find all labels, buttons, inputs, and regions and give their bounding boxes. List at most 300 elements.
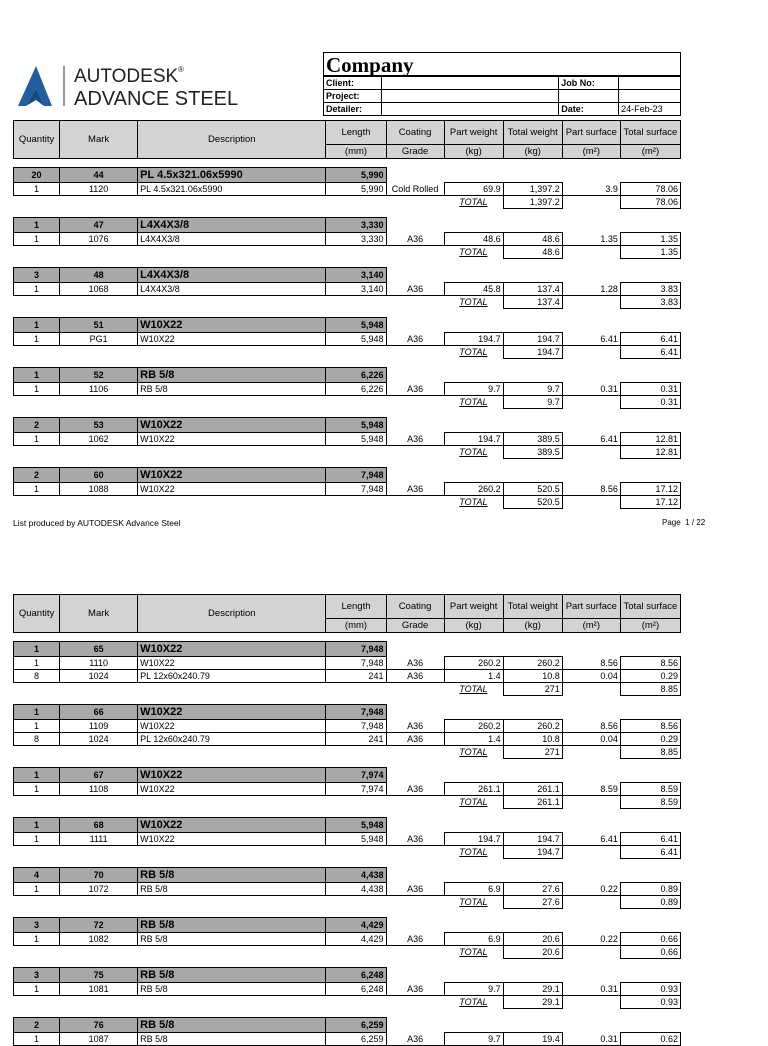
group-length: 7,948 bbox=[326, 468, 386, 483]
group-spacer bbox=[14, 959, 681, 968]
part-mark: 1072 bbox=[60, 883, 138, 896]
part-length: 5,948 bbox=[326, 433, 386, 446]
part-quantity: 1 bbox=[14, 933, 60, 946]
col-part-weight: Part weight bbox=[444, 121, 503, 145]
group-mark: 47 bbox=[60, 218, 138, 233]
col-description: Description bbox=[138, 595, 326, 633]
empty-cell bbox=[138, 196, 326, 209]
empty-cell bbox=[138, 246, 326, 259]
group-quantity: 3 bbox=[14, 968, 60, 983]
empty-cell bbox=[138, 446, 326, 459]
detailer-label: Detailer: bbox=[324, 103, 382, 116]
part-total-surface: 3.83 bbox=[620, 283, 680, 296]
unit-part-weight: (kg) bbox=[444, 145, 503, 159]
part-total-surface: 8.59 bbox=[620, 783, 680, 796]
group-length: 4,429 bbox=[326, 918, 386, 933]
group-spacer bbox=[14, 859, 681, 868]
group-spacer bbox=[14, 209, 681, 218]
autodesk-logo-icon bbox=[12, 52, 252, 116]
part-row bbox=[14, 883, 681, 896]
part-length: 241 bbox=[326, 670, 386, 683]
part-surface: 6.41 bbox=[562, 833, 620, 846]
group-description: L4X4X3/8 bbox=[138, 218, 326, 233]
client-value bbox=[381, 77, 558, 90]
part-row bbox=[14, 333, 681, 346]
part-total-weight: 261.1 bbox=[503, 783, 562, 796]
part-coating: A36 bbox=[386, 833, 444, 846]
total-row bbox=[14, 996, 681, 1009]
part-surface: 8.56 bbox=[562, 657, 620, 670]
group-length: 6,226 bbox=[326, 368, 386, 383]
part-surface: 0.22 bbox=[562, 933, 620, 946]
part-total-weight: 137.4 bbox=[503, 283, 562, 296]
part-quantity: 1 bbox=[14, 333, 60, 346]
total-surface-value: 3.83 bbox=[620, 296, 680, 309]
total-label: TOTAL bbox=[459, 297, 488, 308]
col-part-weight: Part weight bbox=[444, 595, 503, 619]
empty-cell bbox=[60, 246, 138, 259]
spacer-cell bbox=[14, 759, 681, 768]
part-quantity: 1 bbox=[14, 1033, 60, 1046]
empty-cell bbox=[386, 346, 444, 359]
group-quantity: 2 bbox=[14, 1018, 60, 1033]
total-weight-value: 194.7 bbox=[503, 846, 562, 859]
total-row bbox=[14, 296, 681, 309]
spacer-cell bbox=[14, 909, 681, 918]
part-row bbox=[14, 670, 681, 683]
empty-cell bbox=[14, 746, 60, 759]
part-total-weight: 10.8 bbox=[503, 733, 562, 746]
empty-cell bbox=[14, 996, 60, 1009]
part-total-weight: 48.6 bbox=[503, 233, 562, 246]
part-quantity: 8 bbox=[14, 733, 60, 746]
part-description: RB 5/8 bbox=[138, 383, 326, 396]
part-surface: 3.9 bbox=[562, 183, 620, 196]
total-weight-value: 9.7 bbox=[503, 396, 562, 409]
column-header-row bbox=[14, 121, 681, 145]
group-quantity: 1 bbox=[14, 642, 60, 657]
part-weight: 260.2 bbox=[444, 483, 503, 496]
group-description: RB 5/8 bbox=[138, 868, 326, 883]
part-length: 7,948 bbox=[326, 657, 386, 670]
assembly-group-row bbox=[14, 318, 681, 333]
part-row bbox=[14, 283, 681, 296]
unit-coating: Grade bbox=[386, 619, 444, 633]
total-weight-value: 271 bbox=[503, 683, 562, 696]
part-row bbox=[14, 483, 681, 496]
part-total-surface: 0.29 bbox=[620, 670, 680, 683]
part-weight: 9.7 bbox=[444, 983, 503, 996]
part-row bbox=[14, 433, 681, 446]
group-length: 7,974 bbox=[326, 768, 386, 783]
group-spacer bbox=[14, 409, 681, 418]
part-row bbox=[14, 733, 681, 746]
total-row bbox=[14, 196, 681, 209]
total-label: TOTAL bbox=[459, 897, 488, 908]
empty-cell bbox=[562, 196, 620, 209]
total-surface-value: 6.41 bbox=[620, 346, 680, 359]
part-description: W10X22 bbox=[138, 833, 326, 846]
project-value bbox=[381, 90, 558, 103]
total-row bbox=[14, 346, 681, 359]
part-row bbox=[14, 233, 681, 246]
part-mark: 1024 bbox=[60, 733, 138, 746]
empty-cell bbox=[386, 396, 444, 409]
total-surface-value: 8.85 bbox=[620, 746, 680, 759]
assembly-group-row bbox=[14, 868, 681, 883]
part-surface: 6.41 bbox=[562, 333, 620, 346]
assembly-group-row bbox=[14, 268, 681, 283]
part-surface: 0.31 bbox=[562, 1033, 620, 1046]
part-description: L4X4X3/8 bbox=[138, 283, 326, 296]
group-spacer bbox=[14, 459, 681, 468]
assembly-group-row bbox=[14, 768, 681, 783]
empty-cell bbox=[386, 996, 444, 1009]
empty-cell bbox=[60, 346, 138, 359]
part-row bbox=[14, 983, 681, 996]
empty-cell bbox=[562, 683, 620, 696]
group-mark: 65 bbox=[60, 642, 138, 657]
part-total-surface: 0.93 bbox=[620, 983, 680, 996]
empty-cell bbox=[386, 846, 444, 859]
part-quantity: 1 bbox=[14, 383, 60, 396]
empty-cell bbox=[562, 896, 620, 909]
empty-cell bbox=[326, 496, 386, 509]
part-row bbox=[14, 720, 681, 733]
group-mark: 70 bbox=[60, 868, 138, 883]
empty-cell bbox=[562, 946, 620, 959]
part-description: PL 12x60x240.79 bbox=[138, 670, 326, 683]
assembly-group-row bbox=[14, 468, 681, 483]
part-total-surface: 17.12 bbox=[620, 483, 680, 496]
part-description: PL 4.5x321.06x5990 bbox=[138, 183, 326, 196]
group-mark: 67 bbox=[60, 768, 138, 783]
empty-cell bbox=[386, 496, 444, 509]
job-value bbox=[619, 77, 681, 90]
empty-cell bbox=[326, 796, 386, 809]
part-mark: 1082 bbox=[60, 933, 138, 946]
part-weight: 9.7 bbox=[444, 383, 503, 396]
empty-cell bbox=[60, 396, 138, 409]
total-label: TOTAL bbox=[459, 997, 488, 1008]
part-description: L4X4X3/8 bbox=[138, 233, 326, 246]
total-row bbox=[14, 446, 681, 459]
footer-page-number bbox=[662, 518, 705, 527]
empty-cell bbox=[14, 346, 60, 359]
part-total-surface: 0.89 bbox=[620, 883, 680, 896]
part-coating: A36 bbox=[386, 720, 444, 733]
part-coating: A36 bbox=[386, 733, 444, 746]
group-spacer bbox=[14, 1009, 681, 1018]
total-row bbox=[14, 796, 681, 809]
group-length: 7,948 bbox=[326, 705, 386, 720]
part-weight: 261.1 bbox=[444, 783, 503, 796]
spacer-cell bbox=[14, 633, 681, 642]
empty-cell bbox=[326, 996, 386, 1009]
job-label: Job No: bbox=[559, 77, 619, 90]
empty-cell bbox=[14, 896, 60, 909]
group-quantity: 2 bbox=[14, 468, 60, 483]
group-length: 3,330 bbox=[326, 218, 386, 233]
empty-cell bbox=[138, 996, 326, 1009]
group-mark: 76 bbox=[60, 1018, 138, 1033]
part-weight: 6.9 bbox=[444, 933, 503, 946]
col-coating: Coating bbox=[386, 595, 444, 619]
column-header-row bbox=[14, 595, 681, 619]
group-description: W10X22 bbox=[138, 642, 326, 657]
part-total-surface: 8.56 bbox=[620, 720, 680, 733]
logo-reg: ® bbox=[178, 65, 184, 74]
part-weight: 194.7 bbox=[444, 333, 503, 346]
part-weight: 1.4 bbox=[444, 733, 503, 746]
empty-cell bbox=[138, 846, 326, 859]
part-total-surface: 0.29 bbox=[620, 733, 680, 746]
part-surface: 1.35 bbox=[562, 233, 620, 246]
part-coating: A36 bbox=[386, 383, 444, 396]
part-description: W10X22 bbox=[138, 720, 326, 733]
part-total-weight: 389.5 bbox=[503, 433, 562, 446]
part-total-surface: 0.62 bbox=[620, 1033, 680, 1046]
assembly-group-row bbox=[14, 368, 681, 383]
unit-coating: Grade bbox=[386, 145, 444, 159]
spacer-cell bbox=[14, 809, 681, 818]
col-total-weight: Total weight bbox=[503, 121, 562, 145]
empty-cell bbox=[138, 396, 326, 409]
spacer-cell bbox=[14, 159, 681, 168]
part-quantity: 1 bbox=[14, 657, 60, 670]
empty-cell bbox=[14, 683, 60, 696]
empty-cell bbox=[386, 946, 444, 959]
group-quantity: 2 bbox=[14, 418, 60, 433]
part-quantity: 1 bbox=[14, 883, 60, 896]
header-info-grid bbox=[323, 76, 681, 116]
footer-producer-text: List produced by AUTODESK Advance Steel bbox=[13, 518, 181, 528]
part-row bbox=[14, 933, 681, 946]
part-coating: A36 bbox=[386, 657, 444, 670]
part-description: W10X22 bbox=[138, 783, 326, 796]
group-length: 6,259 bbox=[326, 1018, 386, 1033]
part-weight: 6.9 bbox=[444, 883, 503, 896]
group-description: W10X22 bbox=[138, 768, 326, 783]
empty-cell bbox=[14, 196, 60, 209]
empty-cell bbox=[138, 496, 326, 509]
total-weight-value: 261.1 bbox=[503, 796, 562, 809]
empty-cell bbox=[138, 746, 326, 759]
group-spacer bbox=[14, 759, 681, 768]
part-weight: 69.9 bbox=[444, 183, 503, 196]
empty-cell bbox=[326, 196, 386, 209]
empty-cell bbox=[14, 796, 60, 809]
part-length: 3,330 bbox=[326, 233, 386, 246]
part-description: W10X22 bbox=[138, 333, 326, 346]
empty-cell bbox=[386, 896, 444, 909]
empty-cell bbox=[138, 896, 326, 909]
total-label: TOTAL bbox=[459, 247, 488, 258]
spacer-cell bbox=[14, 859, 681, 868]
part-total-surface: 1.35 bbox=[620, 233, 680, 246]
part-length: 6,259 bbox=[326, 1033, 386, 1046]
empty-cell bbox=[386, 796, 444, 809]
group-description: PL 4.5x321.06x5990 bbox=[138, 168, 326, 183]
part-coating: A36 bbox=[386, 1033, 444, 1046]
part-length: 5,990 bbox=[326, 183, 386, 196]
spacer-cell bbox=[14, 696, 681, 705]
unit-length: (mm) bbox=[326, 619, 386, 633]
empty-cell bbox=[60, 446, 138, 459]
empty-cell bbox=[14, 946, 60, 959]
total-label: TOTAL bbox=[459, 447, 488, 458]
logo-line2: ADVANCE STEEL bbox=[74, 88, 239, 110]
group-spacer bbox=[14, 809, 681, 818]
total-label: TOTAL bbox=[459, 797, 488, 808]
total-surface-value: 17.12 bbox=[620, 496, 680, 509]
part-coating: Cold Rolled bbox=[386, 183, 444, 196]
part-total-weight: 520.5 bbox=[503, 483, 562, 496]
part-mark: 1076 bbox=[60, 233, 138, 246]
part-quantity: 1 bbox=[14, 483, 60, 496]
part-mark: 1111 bbox=[60, 833, 138, 846]
total-surface-value: 8.85 bbox=[620, 683, 680, 696]
group-mark: 72 bbox=[60, 918, 138, 933]
part-total-weight: 194.7 bbox=[503, 833, 562, 846]
part-length: 5,948 bbox=[326, 333, 386, 346]
spacer-cell bbox=[14, 409, 681, 418]
part-quantity: 1 bbox=[14, 283, 60, 296]
part-surface: 8.56 bbox=[562, 483, 620, 496]
spacer-cell bbox=[14, 959, 681, 968]
empty-cell bbox=[562, 246, 620, 259]
empty-cell bbox=[14, 496, 60, 509]
part-description: RB 5/8 bbox=[138, 883, 326, 896]
part-description: PL 12x60x240.79 bbox=[138, 733, 326, 746]
part-mark: 1024 bbox=[60, 670, 138, 683]
unit-total-weight: (kg) bbox=[503, 619, 562, 633]
group-quantity: 1 bbox=[14, 368, 60, 383]
part-length: 241 bbox=[326, 733, 386, 746]
group-spacer bbox=[14, 696, 681, 705]
total-surface-value: 12.81 bbox=[620, 446, 680, 459]
part-row bbox=[14, 783, 681, 796]
total-label: TOTAL bbox=[459, 397, 488, 408]
total-row bbox=[14, 746, 681, 759]
spacer-cell bbox=[14, 1009, 681, 1018]
part-mark: 1120 bbox=[60, 183, 138, 196]
part-quantity: 1 bbox=[14, 983, 60, 996]
assembly-group-row bbox=[14, 818, 681, 833]
group-quantity: 4 bbox=[14, 868, 60, 883]
group-length: 6,248 bbox=[326, 968, 386, 983]
part-weight: 9.7 bbox=[444, 1033, 503, 1046]
part-surface: 0.31 bbox=[562, 983, 620, 996]
part-length: 4,429 bbox=[326, 933, 386, 946]
col-quantity: Quantity bbox=[14, 595, 60, 633]
empty-cell bbox=[14, 246, 60, 259]
empty-cell bbox=[138, 796, 326, 809]
part-row bbox=[14, 1033, 681, 1046]
part-total-weight: 19.4 bbox=[503, 1033, 562, 1046]
part-total-surface: 8.56 bbox=[620, 657, 680, 670]
group-length: 3,140 bbox=[326, 268, 386, 283]
empty-cell bbox=[14, 396, 60, 409]
empty-cell bbox=[14, 846, 60, 859]
group-spacer bbox=[14, 909, 681, 918]
group-description: RB 5/8 bbox=[138, 918, 326, 933]
group-mark: 51 bbox=[60, 318, 138, 333]
empty-cell bbox=[138, 946, 326, 959]
empty-cell bbox=[60, 683, 138, 696]
part-total-weight: 10.8 bbox=[503, 670, 562, 683]
group-mark: 68 bbox=[60, 818, 138, 833]
part-total-surface: 6.41 bbox=[620, 333, 680, 346]
col-part-surface: Part surface bbox=[562, 595, 620, 619]
group-length: 5,990 bbox=[326, 168, 386, 183]
group-quantity: 1 bbox=[14, 218, 60, 233]
part-description: RB 5/8 bbox=[138, 1033, 326, 1046]
spacer-cell bbox=[14, 259, 681, 268]
part-description: W10X22 bbox=[138, 657, 326, 670]
group-quantity: 3 bbox=[14, 918, 60, 933]
part-quantity: 1 bbox=[14, 183, 60, 196]
part-mark: 1062 bbox=[60, 433, 138, 446]
empty-cell bbox=[386, 746, 444, 759]
part-surface: 1.28 bbox=[562, 283, 620, 296]
part-total-weight: 27.6 bbox=[503, 883, 562, 896]
total-row bbox=[14, 896, 681, 909]
spacer-cell bbox=[14, 309, 681, 318]
part-mark: 1106 bbox=[60, 383, 138, 396]
assembly-group-row bbox=[14, 968, 681, 983]
part-surface: 8.59 bbox=[562, 783, 620, 796]
col-mark: Mark bbox=[60, 595, 138, 633]
part-quantity: 8 bbox=[14, 670, 60, 683]
part-weight: 1.4 bbox=[444, 670, 503, 683]
spacer-cell bbox=[14, 359, 681, 368]
part-weight: 194.7 bbox=[444, 433, 503, 446]
empty-cell bbox=[60, 196, 138, 209]
assembly-group-row bbox=[14, 1018, 681, 1033]
empty-cell bbox=[326, 446, 386, 459]
total-label: TOTAL bbox=[459, 497, 488, 508]
part-description: RB 5/8 bbox=[138, 983, 326, 996]
part-length: 5,948 bbox=[326, 833, 386, 846]
empty-cell bbox=[562, 746, 620, 759]
group-mark: 66 bbox=[60, 705, 138, 720]
assembly-group-row bbox=[14, 705, 681, 720]
group-mark: 52 bbox=[60, 368, 138, 383]
empty-cell bbox=[386, 446, 444, 459]
group-description: L4X4X3/8 bbox=[138, 268, 326, 283]
empty-cell bbox=[60, 846, 138, 859]
total-surface-value: 1.35 bbox=[620, 246, 680, 259]
col-length: Length bbox=[326, 595, 386, 619]
part-row bbox=[14, 383, 681, 396]
total-weight-value: 48.6 bbox=[503, 246, 562, 259]
total-weight-value: 271 bbox=[503, 746, 562, 759]
col-part-surface: Part surface bbox=[562, 121, 620, 145]
assembly-group-row bbox=[14, 168, 681, 183]
part-weight: 45.8 bbox=[444, 283, 503, 296]
group-length: 5,948 bbox=[326, 318, 386, 333]
empty-cell bbox=[386, 683, 444, 696]
part-quantity: 1 bbox=[14, 720, 60, 733]
part-weight: 260.2 bbox=[444, 657, 503, 670]
group-quantity: 20 bbox=[14, 168, 60, 183]
group-quantity: 1 bbox=[14, 818, 60, 833]
part-mark: 1108 bbox=[60, 783, 138, 796]
part-surface: 8.56 bbox=[562, 720, 620, 733]
empty-cell bbox=[562, 796, 620, 809]
part-length: 6,248 bbox=[326, 983, 386, 996]
